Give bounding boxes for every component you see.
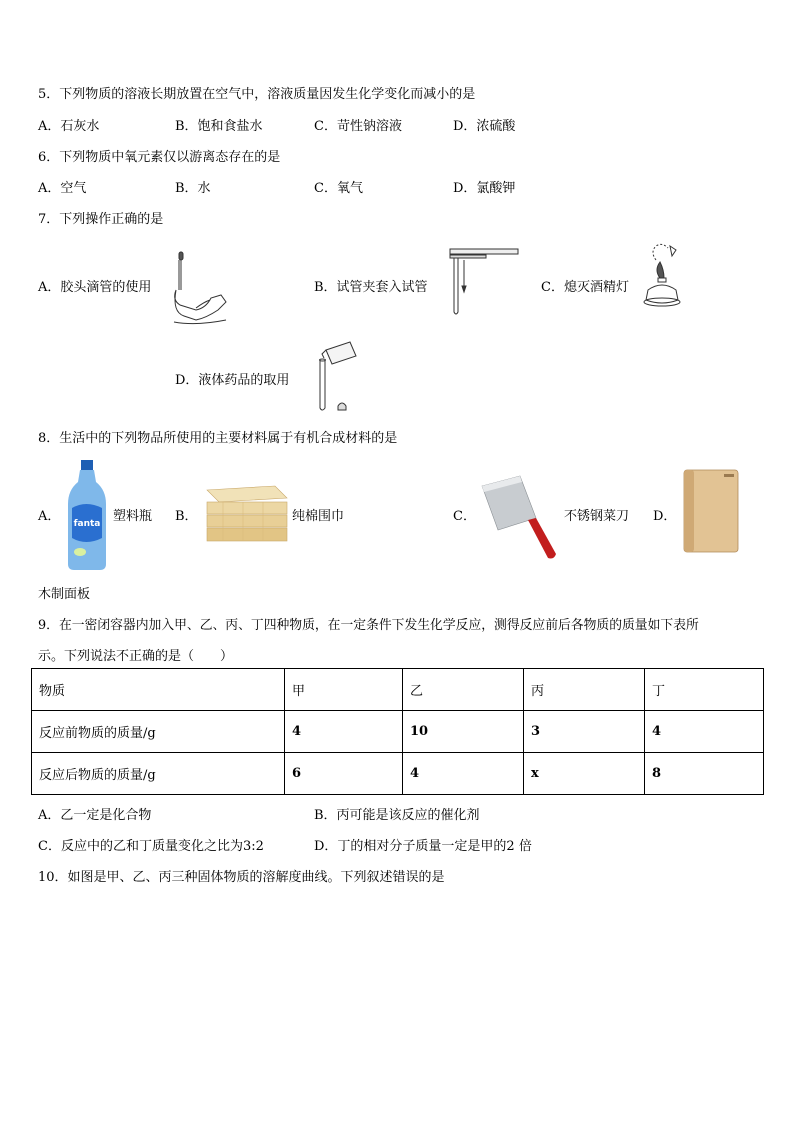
- q10-stem: 10．如图是甲、乙、丙三种固体物质的溶解度曲线。下列叙述错误的是: [38, 870, 445, 885]
- plastic-bottle-image: [66, 460, 108, 570]
- table-header-cell: 乙: [403, 669, 524, 711]
- q6-option-b: B．水: [175, 181, 211, 196]
- dropper-illustration: [166, 250, 232, 330]
- q5-stem: 5．下列物质的溶液长期放置在空气中，溶液质量因发生化学变化而减小的是: [38, 87, 476, 102]
- mass-table: [31, 668, 764, 795]
- wooden-board-image: [682, 468, 740, 554]
- pouring-liquid-illustration: [312, 340, 360, 414]
- q7-option-b: B．试管夹套入试管: [314, 280, 428, 295]
- table-cell: 反应后物质的质量/g: [32, 753, 285, 795]
- q7-option-d: D．液体药品的取用: [175, 373, 290, 388]
- q8-letter-a: A．: [38, 509, 61, 524]
- q9-option-a: A．乙一定是化合物: [38, 808, 152, 823]
- q9-option-d: D．丁的相对分子质量一定是甲的2 倍: [314, 839, 532, 854]
- q8-letter-d: D．: [653, 509, 677, 524]
- table-cell: 4: [285, 711, 403, 753]
- q8-label-c: 不锈钢菜刀: [564, 509, 630, 524]
- q8-label-d: 木制面板: [38, 587, 91, 602]
- q7-option-c: C．熄灭酒精灯: [541, 280, 629, 295]
- q9-option-b: B．丙可能是该反应的催化剂: [314, 808, 480, 823]
- q5-option-d: D．浓硫酸: [453, 119, 516, 134]
- alcohol-lamp-illustration: [640, 242, 684, 310]
- q8-letter-c: C．: [453, 509, 476, 524]
- q6-option-a: A．空气: [38, 181, 87, 196]
- cotton-towel-image: [203, 484, 289, 546]
- q9-stem-line1: 9．在一密闭容器内加入甲、乙、丙、丁四种物质，在一定条件下发生化学反应，测得反应前后各物质的质量如下表所: [38, 618, 699, 633]
- q9-stem-line2: 示。下列说法不正确的是（ ）: [38, 649, 234, 664]
- q5-option-c: C．苛性钠溶液: [314, 119, 402, 134]
- table-cell: 4: [645, 711, 764, 753]
- table-cell: 4: [403, 753, 524, 795]
- q5-option-b: B．饱和食盐水: [175, 119, 263, 134]
- table-header-row: [32, 669, 764, 711]
- q8-label-b: 纯棉围巾: [292, 509, 345, 524]
- q7-option-a: A．胶头滴管的使用: [38, 280, 152, 295]
- table-header-cell: 丁: [645, 669, 764, 711]
- q6-option-c: C．氧气: [314, 181, 363, 196]
- table-header-cell: 甲: [285, 669, 403, 711]
- table-cell: x: [524, 753, 645, 795]
- table-cell: 6: [285, 753, 403, 795]
- q6-stem: 6．下列物质中氧元素仅以游离态存在的是: [38, 150, 281, 165]
- q8-stem: 8．生活中的下列物品所使用的主要材料属于有机合成材料的是: [38, 431, 398, 446]
- test-tube-clamp-illustration: [448, 246, 520, 320]
- q8-letter-b: B．: [175, 509, 198, 524]
- table-cell: 3: [524, 711, 645, 753]
- table-header-cell: 丙: [524, 669, 645, 711]
- table-header-cell: 物质: [32, 669, 285, 711]
- table-row: [32, 711, 764, 753]
- table-row: [32, 753, 764, 795]
- table-cell: 反应前物质的质量/g: [32, 711, 285, 753]
- table-cell: 10: [403, 711, 524, 753]
- steel-knife-image: [480, 474, 560, 562]
- q7-stem: 7．下列操作正确的是: [38, 212, 164, 227]
- bottle-brand-label: fanta: [73, 519, 101, 529]
- table-cell: 8: [645, 753, 764, 795]
- q8-label-a: 塑料瓶: [113, 509, 153, 524]
- q5-option-a: A．石灰水: [38, 119, 100, 134]
- q6-option-d: D．氯酸钾: [453, 181, 516, 196]
- q9-option-c: C．反应中的乙和丁质量变化之比为3:2: [38, 839, 264, 854]
